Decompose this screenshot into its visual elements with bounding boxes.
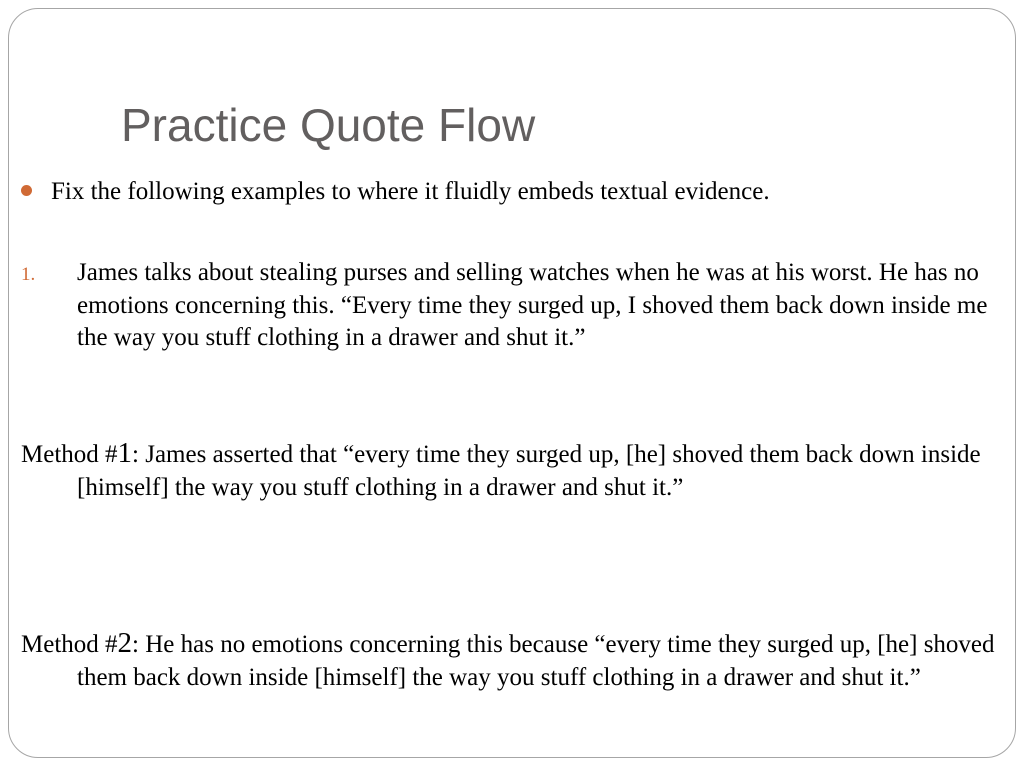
- method-1-paragraph: [21, 437, 1011, 504]
- instruction-text: Fix the following examples to where it fluidly embeds textual evidence.: [51, 178, 770, 205]
- list-number: 1.: [21, 264, 36, 285]
- slide-title: Practice Quote Flow: [121, 99, 536, 151]
- slide-frame: [8, 8, 1016, 758]
- bullet-dot-icon: [21, 185, 32, 196]
- method-2-paragraph: [21, 627, 1011, 694]
- method-1-text: James asserted that “every time they surged up, [he] shoved them back down inside [himself] the way you stuff clothing in a drawer and shut it.”: [77, 441, 981, 501]
- example-text: James talks about stealing purses and selling watches when he was at his worst. He has no emotions concerning this. “Every time they surged up, I shoved them back down inside me the way you stuff clothing in a drawer and shut it.”: [77, 259, 988, 352]
- method-2-text: He has no emotions concerning this because “every time they surged up, [he] shoved them back down inside [himself] the way you stuff clothing in a drawer and shut it.”: [77, 631, 995, 691]
- method-2-label: Method #2:: [21, 627, 139, 659]
- method-1-label: Method #1:: [21, 437, 139, 469]
